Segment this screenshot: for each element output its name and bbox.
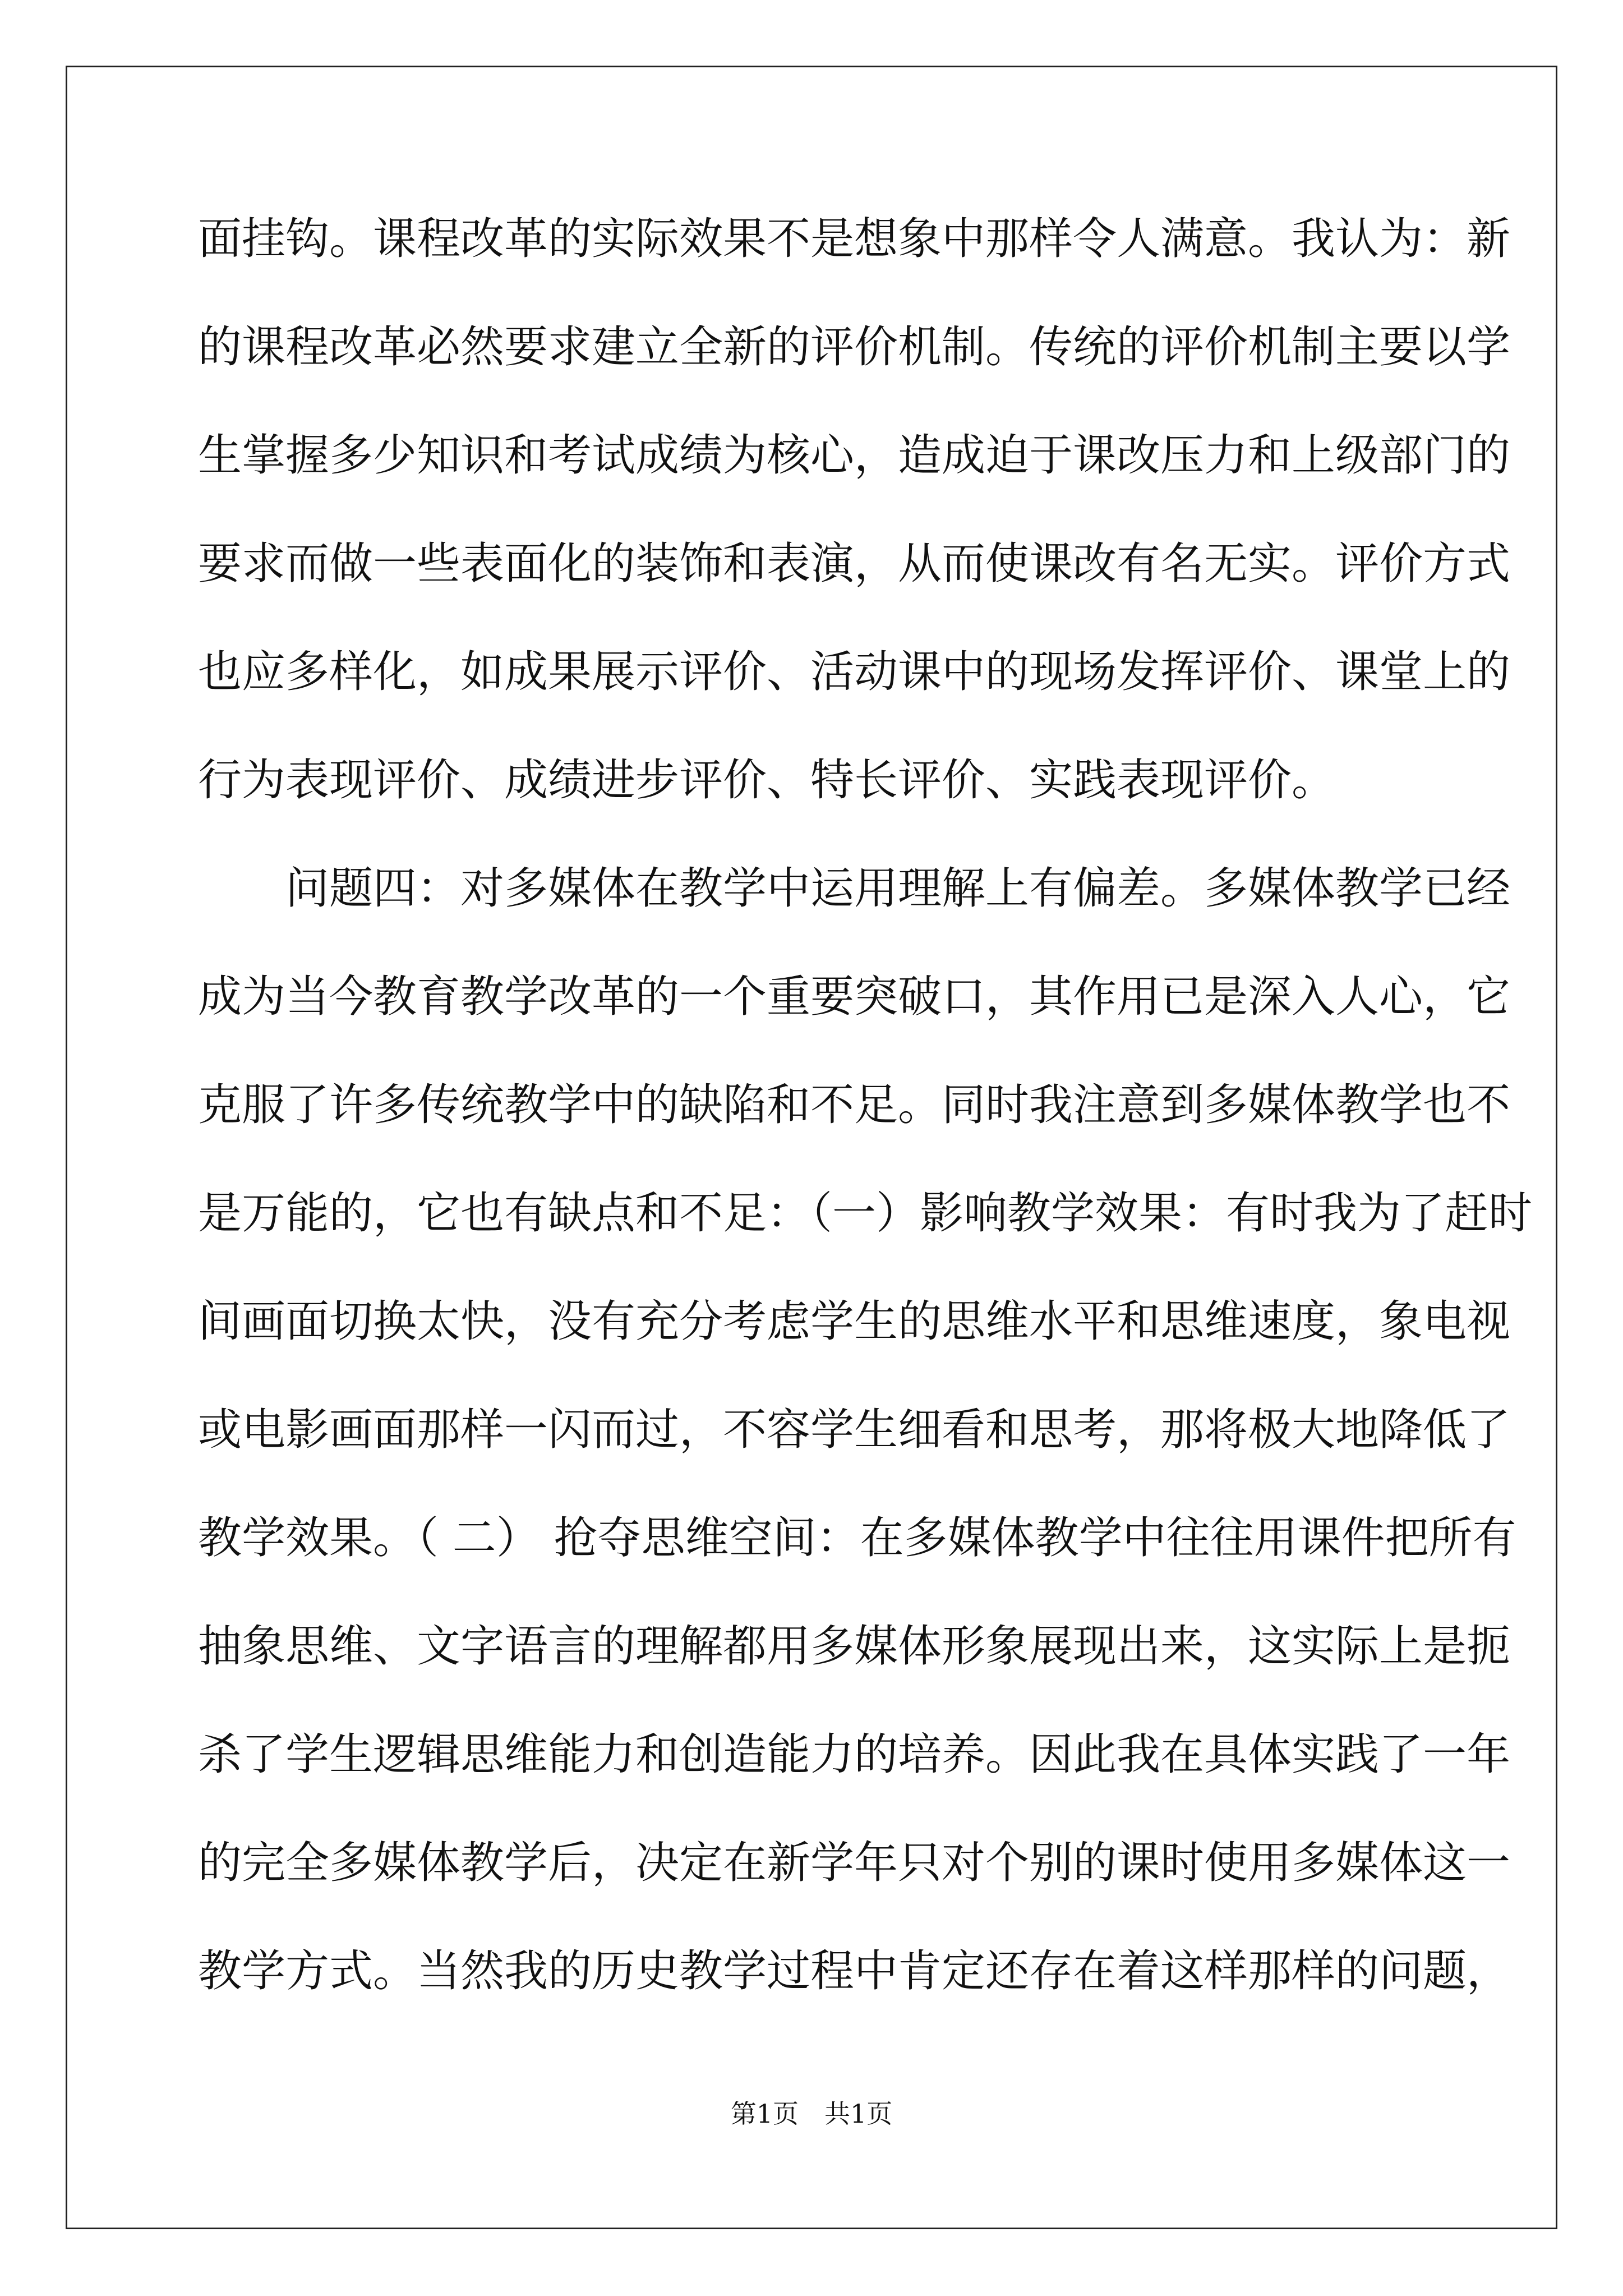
text-line: 教学效果。（ 二） 抢夺思维空间：在多媒体教学中往往用课件把所有 [198,1513,1516,1563]
text-line: 的完全多媒体教学后，决定在新学年只对个别的课时使用多媒体这一 [198,1838,1511,1888]
text-line: 杀了学生逻辑思维能力和创造能力的培养。因此我在具体实践了一年 [198,1729,1511,1780]
text-line: 成为当今教育教学改革的一个重要突破口，其作用已是深入人心，它 [198,972,1511,1022]
text-line: 克服了许多传统教学中的缺陷和不足。同时我注意到多媒体教学也不 [198,1080,1511,1130]
text-line: 行为表现评价、成绩进步评价、特长评价、实践表现评价。 [198,755,1336,806]
text-line: 教学方式。当然我的历史教学过程中肯定还存在着这样那样的问题， [198,1946,1511,1996]
text-line: 生掌握多少知识和考试成绩为核心，造成迫于课改压力和上级部门的 [198,430,1511,481]
page-footer [0,2097,1623,2131]
text-line: 抽象思维、文字语言的理解都用多媒体形象展现出来，这实际上是扼 [198,1621,1511,1672]
document-body [198,185,1533,2026]
page-number: 第1页 共1页 [730,2099,893,2129]
text-line: 是万能的，它也有缺点和不足：（一）影响教学效果：有时我为了赶时 [198,1188,1533,1239]
text-line: 面挂钩。课程改革的实际效果不是想象中那样令人满意。我认为：新 [198,214,1511,264]
text-line: 要求而做一些表面化的装饰和表演，从而使课改有名无实。评价方式 [198,539,1511,589]
text-line: 的课程改革必然要求建立全新的评价机制。传统的评价机制主要以学 [198,322,1511,372]
text-line: 也应多样化，如成果展示评价、活动课中的现场发挥评价、课堂上的 [198,647,1511,697]
text-line: 间画面切换太快，没有充分考虑学生的思维水平和思维速度，象电视 [198,1296,1511,1347]
text-line: 问题四：对多媒体在教学中运用理解上有偏差。多媒体教学已经 [198,863,1511,914]
text-line: 或电影画面那样一闪而过，不容学生细看和思考，那将极大地降低了 [198,1405,1511,1455]
